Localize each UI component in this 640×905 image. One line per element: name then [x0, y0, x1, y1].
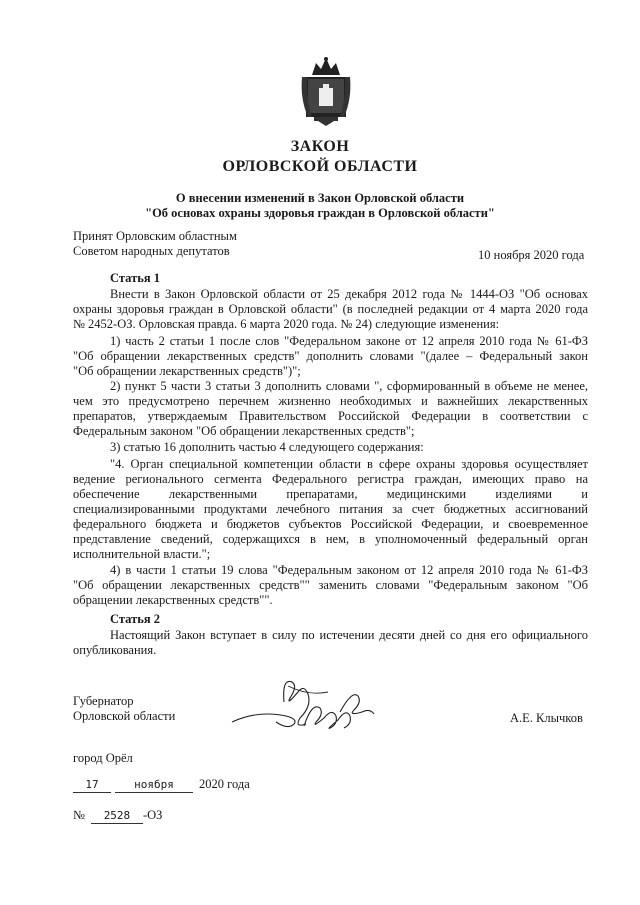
quote-line1: "4. Орган специальной компетенции области в сфере охраны здоровья осуществляет [110, 457, 588, 471]
article2-line2: опубликования. [73, 643, 157, 657]
amendment2-line4: Федеральным законом "Об обращении лекарственных средств"; [73, 424, 415, 438]
quote-line5: федерального бюджета и бюджетов субъектов Российской Федерации, и своевременное [73, 517, 588, 531]
article1-intro-line2: охраны здоровья граждан в Орловской области" (в последней редакции от 4 марта 2020 года [73, 302, 588, 316]
adopted-by-line1: Принят Орловским областным [73, 229, 237, 243]
city: город Орёл [73, 751, 133, 765]
law-number-suffix: -ОЗ [142, 808, 163, 822]
law-number-prefix: № [73, 808, 85, 822]
quote-line4: специализированными продуктами лечебного питания за счет бюджетных ассигнований [73, 502, 588, 516]
handwritten-signature [228, 672, 378, 742]
amendment3-line1: 3) статью 16 дополнить частью 4 следующего содержания: [110, 440, 424, 454]
article1-intro-line3: № 2452-ОЗ. Орловская правда. 6 марта 2020 года. № 24) следующие изменения: [73, 317, 500, 331]
signatory-position-line1: Губернатор [73, 694, 134, 708]
amendment4-line2: "Об обращении лекарственных средств"" заменить словами "Федеральным законом "Об [73, 578, 588, 592]
amendment4-line3: обращении лекарственных средств"". [73, 593, 273, 607]
adopted-by-line2: Советом народных депутатов [73, 244, 230, 258]
signing-day: 17 [73, 777, 111, 793]
article1-intro-line1: Внести в Закон Орловской области от 25 декабря 2012 года № 1444-ОЗ "Об основах [110, 287, 588, 301]
article2-line1: Настоящий Закон вступает в силу по истечении десяти дней со дня его официального [110, 628, 588, 642]
signing-year: 2020 года [199, 777, 250, 791]
article1-heading: Статья 1 [110, 271, 160, 285]
amendment2-line1: 2) пункт 5 части 3 статьи 3 дополнить словами ", сформированный в объеме не менее, [110, 379, 588, 393]
signatory-position-line2: Орловской области [73, 709, 176, 723]
law-number: 2528 [91, 808, 143, 824]
adopted-date: 10 ноября 2020 года [478, 248, 585, 262]
quote-line7: исполнительной власти."; [73, 547, 211, 561]
law-subtitle-line2: "Об основах охраны здоровья граждан в Орловской области" [145, 206, 495, 220]
region-title: ОРЛОВСКОЙ ОБЛАСТИ [222, 158, 418, 175]
signatory-name: А.Е. Клычков [510, 711, 583, 725]
amendment2-line3: препаратов, утверждаемым Правительством Российской Федерации в соответствии с [73, 409, 588, 423]
quote-line2: ведение регионального сегмента Федерального регистра граждан, имеющих право на [73, 472, 588, 486]
amendment1-line2: "Об обращении лекарственных средств" дополнить словами "(далее – Федеральный закон [73, 349, 588, 363]
quote-line3: обеспечение лекарственными препаратами, медицинскими изделиями и [73, 487, 588, 501]
law-title: ЗАКОН [290, 138, 350, 155]
amendment4-line1: 4) в части 1 статьи 19 слова "Федеральным законом от 12 апреля 2010 года № 61-ФЗ [110, 563, 588, 577]
amendment1-line3: "Об обращении лекарственных средств")"; [73, 364, 301, 378]
signing-month: ноября [115, 777, 193, 793]
article2-heading: Статья 2 [110, 612, 160, 626]
amendment1-line1: 1) часть 2 статьи 1 после слов "Федеральном законе от 12 апреля 2010 года № 61-ФЗ [110, 334, 588, 348]
coat-of-arms-icon [300, 55, 352, 127]
amendment2-line2: чем это предусмотрено перечнем жизненно необходимых и важнейших лекарственных [73, 394, 588, 408]
quote-line6: представление сведений, содержащихся в нем, в уполномоченный федеральный орган [73, 532, 588, 546]
law-subtitle-line1: О внесении изменений в Закон Орловской области [175, 191, 465, 205]
